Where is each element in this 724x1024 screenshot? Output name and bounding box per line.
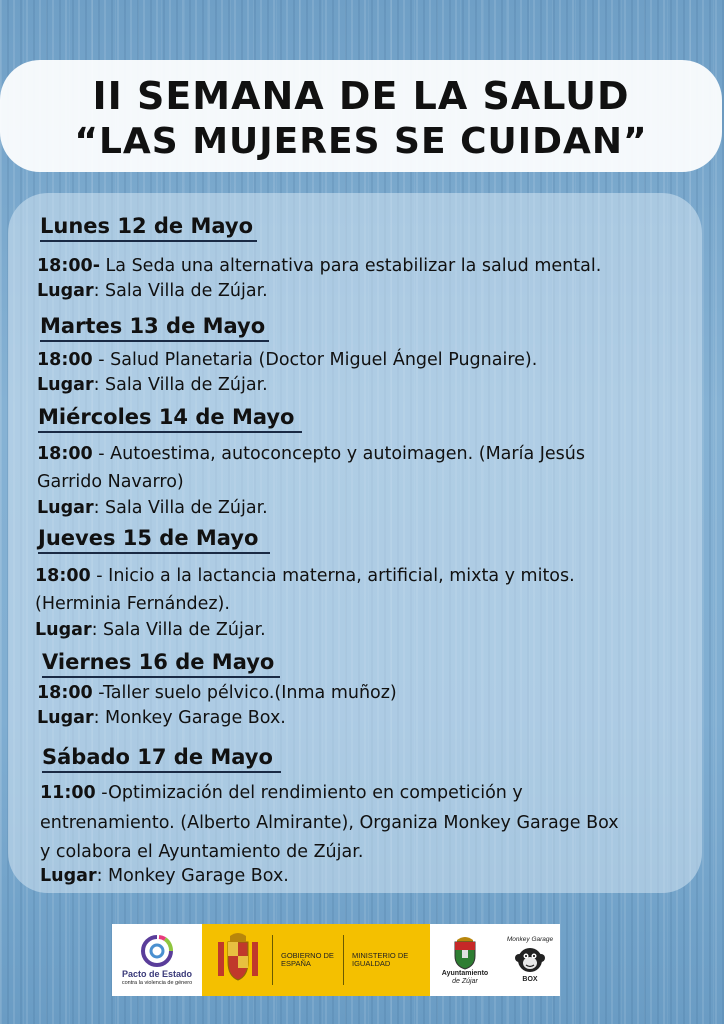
ministerio-text: MINISTERIO DE IGUALDAD: [352, 951, 409, 968]
pacto-name: Pacto de Estado: [121, 969, 193, 979]
ayuntamiento-shield-icon: [451, 934, 479, 970]
ayto-line-1: Ayuntamiento: [441, 970, 489, 977]
event-location: [35, 618, 575, 642]
ayto-line-2: de Zújar: [452, 978, 478, 985]
event-line-2: entrenamiento. (Alberto Almirante), Organiza Monkey Garage Box: [40, 813, 619, 833]
day-friday: [42, 650, 280, 678]
monkey-garage-logo: [500, 924, 560, 996]
day-monday: [40, 214, 257, 242]
event-desc: - Inicio a la lactancia materna, artificial, mixta y mitos.: [90, 566, 575, 586]
event-location: [37, 374, 537, 396]
event-line: [35, 562, 575, 590]
pacto-sub: contra la violencia de género: [121, 980, 193, 986]
ayuntamiento-logo: [430, 924, 500, 996]
event-location: [37, 706, 397, 731]
day-tuesday: [40, 314, 269, 342]
event-thursday: [35, 562, 575, 642]
location-label: Lugar: [37, 281, 94, 301]
coat-of-arms-icon: [214, 932, 262, 988]
day-title: Lunes 12 de Mayo: [40, 214, 257, 242]
event-location: [37, 496, 585, 520]
event-tuesday: [37, 346, 537, 396]
gobierno-logo: [202, 924, 430, 996]
location-label: Lugar: [37, 498, 94, 518]
event-line: [37, 440, 585, 468]
event-time: 18:00: [37, 350, 93, 370]
event-monday: [37, 252, 601, 302]
location-label: Lugar: [37, 375, 94, 395]
event-desc: - Salud Planetaria (Doctor Miguel Ángel Pugnaire).: [92, 350, 538, 370]
sponsor-logos: [112, 924, 560, 996]
event-line: [37, 681, 397, 706]
location-value: : Monkey Garage Box.: [96, 866, 289, 886]
pacto-de-estado-logo: [112, 924, 202, 996]
location-value: : Sala Villa de Zújar.: [93, 281, 268, 301]
event-desc: -Taller suelo pélvico.(Inma muñoz): [92, 683, 397, 703]
event-line: [40, 778, 619, 808]
monkey-face-icon: [515, 944, 545, 976]
event-saturday: [40, 778, 619, 886]
day-thursday: [38, 526, 270, 554]
divider: [272, 935, 273, 985]
event-line: [37, 346, 537, 374]
event-time: 18:00: [37, 683, 93, 703]
day-title: Viernes 16 de Mayo: [42, 650, 280, 678]
event-line: [37, 252, 601, 280]
event-location: [40, 866, 619, 886]
day-title: Miércoles 14 de Mayo: [38, 405, 302, 433]
gobierno-text: GOBIERNO DE ESPAÑA: [281, 951, 334, 968]
box-bottom-text: BOX: [522, 976, 538, 983]
event-desc: - Autoestima, autoconcepto y autoimagen. (María Jesús: [92, 444, 586, 464]
event-friday: [37, 681, 397, 731]
location-value: : Sala Villa de Zújar.: [91, 620, 266, 640]
divider: [343, 935, 344, 985]
box-top-text: Monkey Garage: [506, 936, 554, 943]
event-desc: -Optimización del rendimiento en competición y: [95, 783, 523, 803]
day-title: Jueves 15 de Mayo: [38, 526, 270, 554]
title-line-2: “LAS MUJERES SE CUIDAN”: [74, 121, 648, 162]
event-line-2: Garrido Navarro): [37, 472, 184, 492]
day-title: Sábado 17 de Mayo: [42, 745, 281, 773]
event-line-2: (Herminia Fernández).: [35, 594, 230, 614]
location-value: : Sala Villa de Zújar.: [93, 375, 268, 395]
location-label: Lugar: [40, 866, 97, 886]
event-time: 11:00: [40, 783, 96, 803]
location-label: Lugar: [35, 620, 92, 640]
title-line-1: II SEMANA DE LA SALUD: [92, 74, 630, 118]
event-line-3: y colabora el Ayuntamiento de Zújar.: [40, 842, 364, 862]
day-wednesday: [38, 405, 302, 433]
event-location: [37, 280, 601, 302]
day-title: Martes 13 de Mayo: [40, 314, 269, 342]
event-wednesday: [37, 440, 585, 520]
location-value: : Sala Villa de Zújar.: [93, 498, 268, 518]
day-saturday: [42, 745, 281, 773]
pacto-circle-icon: [137, 933, 177, 969]
event-time: 18:00: [35, 566, 91, 586]
event-time: 18:00-: [37, 256, 100, 276]
location-label: Lugar: [37, 708, 94, 728]
event-time: 18:00: [37, 444, 93, 464]
event-desc: La Seda una alternativa para estabilizar la salud mental.: [99, 256, 602, 276]
title-banner: [0, 60, 722, 172]
location-value: : Monkey Garage Box.: [93, 708, 286, 728]
